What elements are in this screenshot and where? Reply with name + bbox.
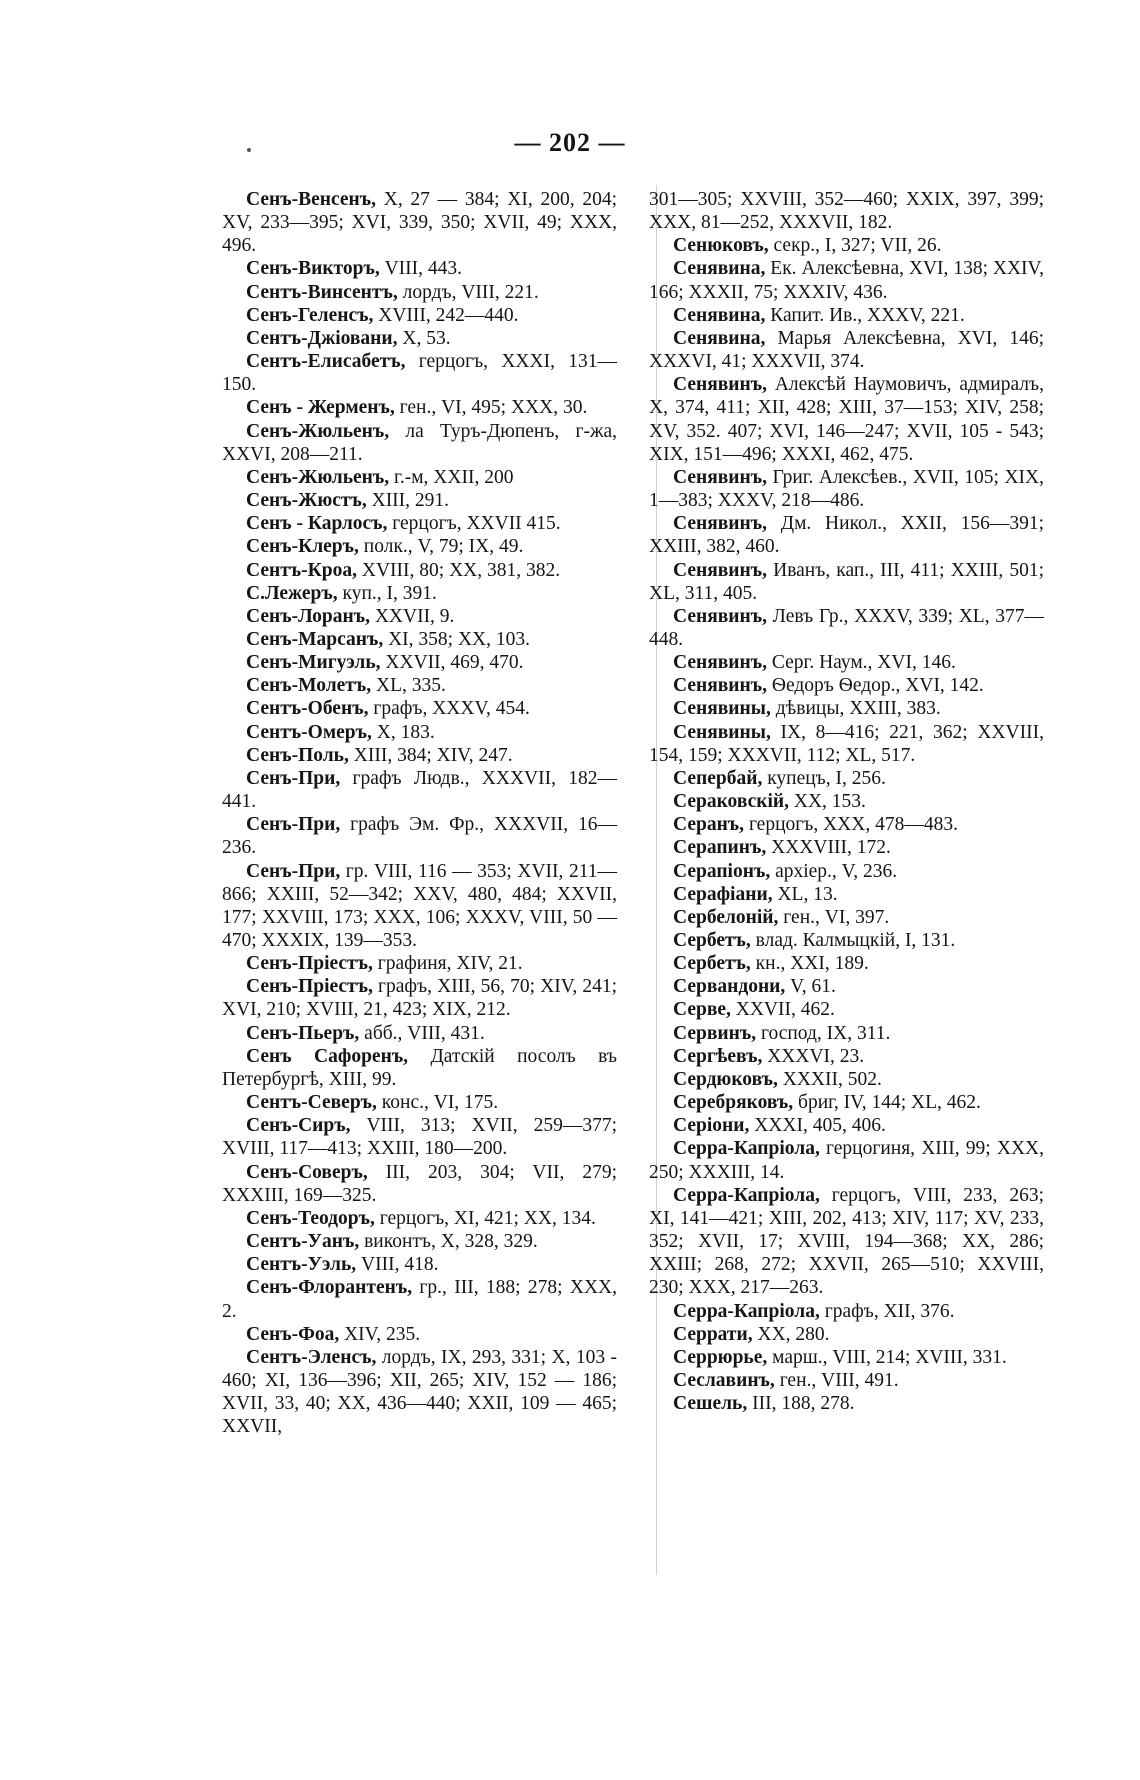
entry-heading: Серра-Капріола, <box>673 1184 820 1206</box>
entry-heading: Сенъ - Жерменъ, <box>246 397 395 419</box>
entry-references: лордъ, IX, 293, 331; X, 103 - 460; XI, 136—396; XII, 265; XIV, 152 — 186; XVII, 33, 40; XX, 436—440; XXII, 109 — 465; XXVII, <box>222 1346 617 1438</box>
index-entry <box>649 1137 1044 1183</box>
entry-references: дѣвицы, XXIII, 383. <box>770 698 941 720</box>
entry-heading: Сенъ-Пріестъ, <box>246 953 373 975</box>
entry-references: XX, 153. <box>789 791 866 813</box>
entry-heading: Сентъ-Северъ, <box>246 1092 377 1114</box>
entry-heading: Сенъ-Соверъ, <box>246 1161 368 1183</box>
entry-heading: Сешель, <box>673 1393 748 1415</box>
index-entry <box>649 512 1044 558</box>
index-entry <box>649 767 1044 790</box>
entry-heading: Сентъ-Уэль, <box>246 1254 357 1276</box>
entry-heading: Сенявинъ, <box>673 374 768 396</box>
entry-heading: Серрюрье, <box>673 1346 768 1368</box>
entry-references: архіер., V, 236. <box>770 860 898 882</box>
entry-references: VIII, 418. <box>356 1254 439 1276</box>
entry-heading: Сенъ-Лоранъ, <box>246 605 370 627</box>
entry-references: 301—305; XXVIII, 352—460; XXIX, 397, 399; XXX, 81—252, XXXVII, 182. <box>649 189 1044 234</box>
entry-heading: Сенявина, <box>673 258 766 280</box>
entry-references: кн., XXI, 189. <box>750 953 869 975</box>
index-entry <box>649 1369 1044 1392</box>
entry-references: XXVII, 469, 470. <box>380 652 524 674</box>
entry-references: III, 203, 304; VII, 279; XXXIII, 169—325. <box>222 1161 617 1206</box>
index-entry <box>222 1230 617 1253</box>
index-entry <box>222 350 617 396</box>
entry-heading: Сепербай, <box>673 767 763 789</box>
entry-references: XIV, 235. <box>339 1323 421 1345</box>
entry-heading: Серра-Капріола, <box>673 1300 820 1322</box>
index-entry <box>649 605 1044 651</box>
entry-heading: Сенявинъ, <box>673 466 768 488</box>
index-entry <box>649 952 1044 975</box>
entry-heading: Сеславинъ, <box>673 1369 775 1391</box>
index-entry <box>649 304 1044 327</box>
index-entry <box>222 744 617 767</box>
index-entry <box>222 697 617 720</box>
entry-heading: Сенюковъ, <box>673 235 769 257</box>
index-entry <box>649 1045 1044 1068</box>
index-column-left <box>222 188 617 1438</box>
entry-heading: Сенявина, <box>673 304 766 326</box>
index-entry <box>222 628 617 651</box>
entry-heading: Сенъ Сафоренъ, <box>246 1045 409 1067</box>
entry-references: графъ Эм. Фр., XXXVII, 16—236. <box>222 814 617 859</box>
entry-heading: Серафіани, <box>673 883 773 905</box>
entry-references: полк., V, 79; IX, 49. <box>358 536 524 558</box>
entry-heading: Сенъ-Венсенъ, <box>246 189 376 210</box>
entry-references: XXXVI, 23. <box>762 1045 865 1067</box>
entry-heading: Сенъ-Сиръ, <box>246 1115 351 1137</box>
entry-references: абб., VIII, 431. <box>359 1022 485 1044</box>
index-entry <box>222 1022 617 1045</box>
entry-references: герцогъ, XI, 421; XX, 134. <box>374 1207 596 1229</box>
entry-references: Ек. Алексѣевна, XVI, 138; XXIV, 166; XXXII, 75; XXXIV, 436. <box>649 258 1044 303</box>
entry-references: ген., VI, 397. <box>778 906 890 928</box>
index-entry <box>222 489 617 512</box>
entry-heading: Сентъ-Обенъ, <box>246 698 369 720</box>
index-entry <box>649 998 1044 1021</box>
entry-references: Ѳедоръ Ѳедор., XVI, 142. <box>767 675 984 697</box>
index-entry <box>222 188 617 257</box>
entry-heading: Сенъ-Геленсъ, <box>246 304 374 326</box>
entry-references: влад. Калмыцкій, I, 131. <box>750 930 956 951</box>
index-entry <box>649 674 1044 697</box>
entry-heading: Серіони, <box>673 1115 750 1137</box>
index-entry <box>222 1253 617 1276</box>
index-entry <box>222 420 617 466</box>
index-entry <box>649 1184 1044 1300</box>
entry-heading: Сентъ-Елисабетъ, <box>246 351 406 373</box>
entry-heading: Сентъ-Джіовани, <box>246 327 398 349</box>
entry-references: ген., VI, 495; XXX, 30. <box>394 397 588 419</box>
index-entry <box>649 883 1044 906</box>
entry-heading: Сенъ - Карлосъ, <box>246 513 388 535</box>
index-entry <box>649 466 1044 512</box>
entry-references: Датскій посолъ въ Петербургѣ, XIII, 99. <box>222 1045 617 1090</box>
entry-heading: С.Лежеръ, <box>246 582 338 604</box>
index-entry <box>222 304 617 327</box>
index-entry <box>222 535 617 558</box>
entry-heading: Сенъ-Флорантенъ, <box>246 1277 413 1299</box>
entry-references: графъ, XIII, 56, 70; XIV, 241; XVI, 210; XVIII, 21, 423; XIX, 212. <box>222 976 617 1021</box>
index-entry <box>222 1323 617 1346</box>
index-entry <box>649 234 1044 257</box>
index-entry <box>222 767 617 813</box>
entry-heading: Сенъ-Теодоръ, <box>246 1207 375 1229</box>
entry-heading: Сентъ-Эленсъ, <box>246 1346 377 1368</box>
index-entry <box>649 1346 1044 1369</box>
index-entry <box>649 257 1044 303</box>
index-entry <box>222 674 617 697</box>
index-entry <box>222 396 617 419</box>
entry-references: ла Туръ-Дюпенъ, г-жа, XXVI, 208—211. <box>222 420 617 465</box>
index-entry <box>649 860 1044 883</box>
entry-references: г.-м, XXII, 200 <box>389 466 514 488</box>
entry-references: герцогиня, XIII, 99; XXX, 250; XXXIII, 14. <box>649 1138 1044 1183</box>
entry-references: Серг. Наум., XVI, 146. <box>767 652 956 674</box>
entry-references: X, 53. <box>397 327 451 349</box>
index-entry <box>222 1276 617 1322</box>
entry-heading: Сенявины, <box>673 721 771 743</box>
index-entry <box>649 1114 1044 1137</box>
entry-references: Марья Алексѣевна, XVI, 146; XXXVI, 41; XXXVII, 374. <box>649 327 1044 373</box>
index-entry <box>649 721 1044 767</box>
entry-heading: Сенъ-Фоа, <box>246 1323 340 1345</box>
index-entry <box>649 559 1044 605</box>
entry-heading: Сердюковъ, <box>673 1068 778 1090</box>
entry-references: V, 61. <box>785 976 836 998</box>
entry-heading: Сенявинъ, <box>673 513 768 535</box>
entry-heading: Серра-Капріола, <box>673 1138 820 1160</box>
entry-heading: Серрати, <box>673 1323 753 1345</box>
index-entry <box>649 651 1044 674</box>
entry-heading: Серве, <box>673 999 731 1021</box>
entry-references: XXVII, 9. <box>369 605 455 627</box>
entry-references: ген., VIII, 491. <box>774 1369 899 1391</box>
entry-references: VIII, 443. <box>379 258 463 280</box>
print-speck <box>247 148 251 152</box>
entry-heading: Серанъ, <box>673 814 745 836</box>
index-entry <box>222 1045 617 1091</box>
entry-references: бриг, IV, 144; XL, 462. <box>793 1092 981 1114</box>
entry-references: XXVII, 462. <box>730 999 835 1021</box>
entry-references: Капит. Ив., XXXV, 221. <box>765 304 965 326</box>
index-entry <box>222 721 617 744</box>
entry-heading: Сенъ-Пьеръ, <box>246 1022 360 1044</box>
entry-references: Григ. Алексѣев., XVII, 105; XIX, 1—383; XXXV, 218—486. <box>649 466 1044 512</box>
index-entry <box>649 327 1044 373</box>
index-entry <box>649 1022 1044 1045</box>
entry-references: гр. VIII, 116 — 353; XVII, 211—866; XXIII, 52—342; XXV, 480, 484; XXVII, 177; XXVIII, 173; XXX, 106; XXXV, VIII, 50 — 470; XXXIX, 139—353. <box>222 860 617 951</box>
entry-heading: Сервандони, <box>673 976 786 998</box>
entry-references: графъ, XXXV, 454. <box>368 698 530 720</box>
entry-references: Дм. Никол., XXII, 156—391; XXIII, 382, 460. <box>649 513 1044 558</box>
entry-heading: Сенявинъ, <box>673 652 768 674</box>
entry-heading: Сенявинъ, <box>673 605 768 627</box>
entry-references: XIII, 291. <box>366 490 450 512</box>
index-entry <box>649 790 1044 813</box>
index-entry <box>222 860 617 953</box>
index-entry <box>222 975 617 1021</box>
entry-heading: Сераковскій, <box>673 791 790 813</box>
entry-references: гр., III, 188; 278; XXX, 2. <box>222 1277 617 1322</box>
index-entry <box>649 697 1044 720</box>
entry-references: XIII, 384; XIV, 247. <box>348 744 513 766</box>
entry-references: графъ Людв., XXXVII, 182—441. <box>222 767 617 813</box>
entry-references: XXXVIII, 172. <box>766 837 891 859</box>
index-entry <box>222 1346 617 1439</box>
entry-references: конс., VI, 175. <box>376 1092 499 1114</box>
index-entry <box>222 582 617 605</box>
index-entry <box>222 257 617 280</box>
entry-references: XL, 13. <box>772 883 838 905</box>
index-entry <box>222 1207 617 1230</box>
entry-references: III, 188, 278. <box>747 1393 855 1415</box>
entry-references: XVIII, 80; XX, 381, 382. <box>357 559 561 581</box>
index-column-right <box>649 188 1044 1415</box>
index-entry <box>222 952 617 975</box>
index-entry <box>649 1300 1044 1323</box>
entry-references: X, 183. <box>371 721 435 743</box>
index-entry <box>649 1091 1044 1114</box>
index-entry <box>649 836 1044 859</box>
entry-references: виконтъ, X, 328, 329. <box>359 1231 538 1253</box>
entry-heading: Сенявинъ, <box>673 559 768 581</box>
index-entry <box>649 813 1044 836</box>
entry-heading: Сенъ-Молетъ, <box>246 675 372 697</box>
index-entry <box>649 929 1044 952</box>
entry-heading: Серапіонъ, <box>673 860 771 882</box>
index-entry <box>222 1161 617 1207</box>
entry-heading: Сенъ-Жюльенъ, <box>246 466 390 488</box>
entry-references: секр., I, 327; VII, 26. <box>768 235 942 257</box>
entry-heading: Сенъ-Жюльенъ, <box>246 420 390 442</box>
entry-references: куп., I, 391. <box>337 582 437 604</box>
entry-references: графъ, XII, 376. <box>819 1300 955 1322</box>
entry-references: XI, 358; XX, 103. <box>383 628 530 650</box>
entry-heading: Серапинъ, <box>673 837 767 859</box>
index-entry <box>649 188 1044 234</box>
entry-heading: Сербелоній, <box>673 906 779 928</box>
entry-references: господ, IX, 311. <box>756 1022 891 1044</box>
index-entry <box>222 281 617 304</box>
entry-heading: Сенъ-Пріестъ, <box>246 976 373 998</box>
entry-references: марш., VIII, 214; XVIII, 331. <box>767 1346 1007 1368</box>
index-entry <box>222 466 617 489</box>
entry-references: XXXII, 502. <box>777 1068 882 1090</box>
entry-heading: Сенявина, <box>673 327 766 349</box>
entry-heading: Сенявинъ, <box>673 675 768 697</box>
entry-heading: Сенъ-Марсанъ, <box>246 628 384 650</box>
entry-references: лордъ, VIII, 221. <box>397 281 539 303</box>
entry-heading: Сенъ-Викторъ, <box>246 258 380 280</box>
entry-heading: Сентъ-Омеръ, <box>246 721 372 743</box>
entry-references: герцогъ, XXXI, 131—150. <box>222 351 617 396</box>
entry-references: Левъ Гр., XXXV, 339; XL, 377—448. <box>649 605 1044 650</box>
index-entry <box>222 512 617 535</box>
index-entry <box>222 605 617 628</box>
entry-references: герцогъ, VIII, 233, 263; XI, 141—421; XIII, 202, 413; XIV, 117; XV, 233, 352; XVII, 17; XVIII, 194—368; XX, 286; XXIII; 268, 272; XXVII, 265—510; XXVIII, 230; XXX, 217—263. <box>649 1184 1044 1299</box>
index-entry <box>649 906 1044 929</box>
entry-heading: Сентъ-Уанъ, <box>246 1231 360 1253</box>
entry-references: Алексѣй Наумовичъ, адмиралъ, X, 374, 411; XII, 428; XIII, 37—153; XIV, 258; XV, 352. 407; XVI, 146—247; XVII, 105 - 543; XIX, 151—496; XXXI, 462, 475. <box>649 374 1044 465</box>
entry-references: VIII, 313; XVII, 259—377; XVIII, 117—413; XXIII, 180—200. <box>222 1115 617 1160</box>
entry-heading: Сенъ-Жюстъ, <box>246 490 367 512</box>
entry-heading: Сентъ-Кроа, <box>246 559 358 581</box>
entry-heading: Сербетъ, <box>673 930 751 951</box>
entry-references: X, 27 — 384; XI, 200, 204; XV, 233—395; XVI, 339, 350; XVII, 49; XXX, 496. <box>222 189 617 257</box>
entry-heading: Серебряковъ, <box>673 1092 794 1114</box>
entry-heading: Сенъ-Поль, <box>246 744 349 766</box>
entry-heading: Сергѣевъ, <box>673 1045 763 1067</box>
entry-references: графиня, XIV, 21. <box>372 953 523 975</box>
entry-heading: Сенъ-При, <box>246 767 341 789</box>
entry-heading: Сенъ-Клеръ, <box>246 536 359 558</box>
entry-references: Иванъ, кап., III, 411; XXIII, 501; XL, 311, 405. <box>649 559 1044 604</box>
entry-references: герцогъ, XXVII 415. <box>387 513 561 535</box>
index-entry <box>222 651 617 674</box>
entry-references: XL, 335. <box>371 675 446 697</box>
index-entry <box>649 975 1044 998</box>
entry-references: XX, 280. <box>752 1323 830 1345</box>
index-entry <box>222 327 617 350</box>
index-entry <box>649 1068 1044 1091</box>
entry-heading: Сентъ-Винсентъ, <box>246 281 398 303</box>
entry-heading: Сенъ-При, <box>246 814 341 836</box>
entry-heading: Сенявины, <box>673 698 771 720</box>
index-entry <box>222 559 617 582</box>
page-number: — 202 — <box>514 128 626 157</box>
index-entry <box>649 373 1044 466</box>
index-entry <box>222 1091 617 1114</box>
entry-references: герцогъ, XXX, 478—483. <box>744 814 958 836</box>
entry-heading: Сенъ-Мигуэль, <box>246 652 381 674</box>
index-entry <box>222 1114 617 1160</box>
index-entry <box>649 1323 1044 1346</box>
entry-heading: Сервинъ, <box>673 1022 757 1044</box>
entry-references: XXXI, 405, 406. <box>749 1115 886 1137</box>
entry-heading: Сербетъ, <box>673 953 751 975</box>
entry-heading: Сенъ-При, <box>246 860 341 882</box>
entry-references: купецъ, I, 256. <box>762 767 886 789</box>
entry-references: XVIII, 242—440. <box>373 304 519 326</box>
index-entry <box>222 813 617 859</box>
index-entry <box>649 1392 1044 1415</box>
entry-references: IX, 8—416; 221, 362; XXVIII, 154, 159; XXXVII, 112; XL, 517. <box>649 721 1044 766</box>
